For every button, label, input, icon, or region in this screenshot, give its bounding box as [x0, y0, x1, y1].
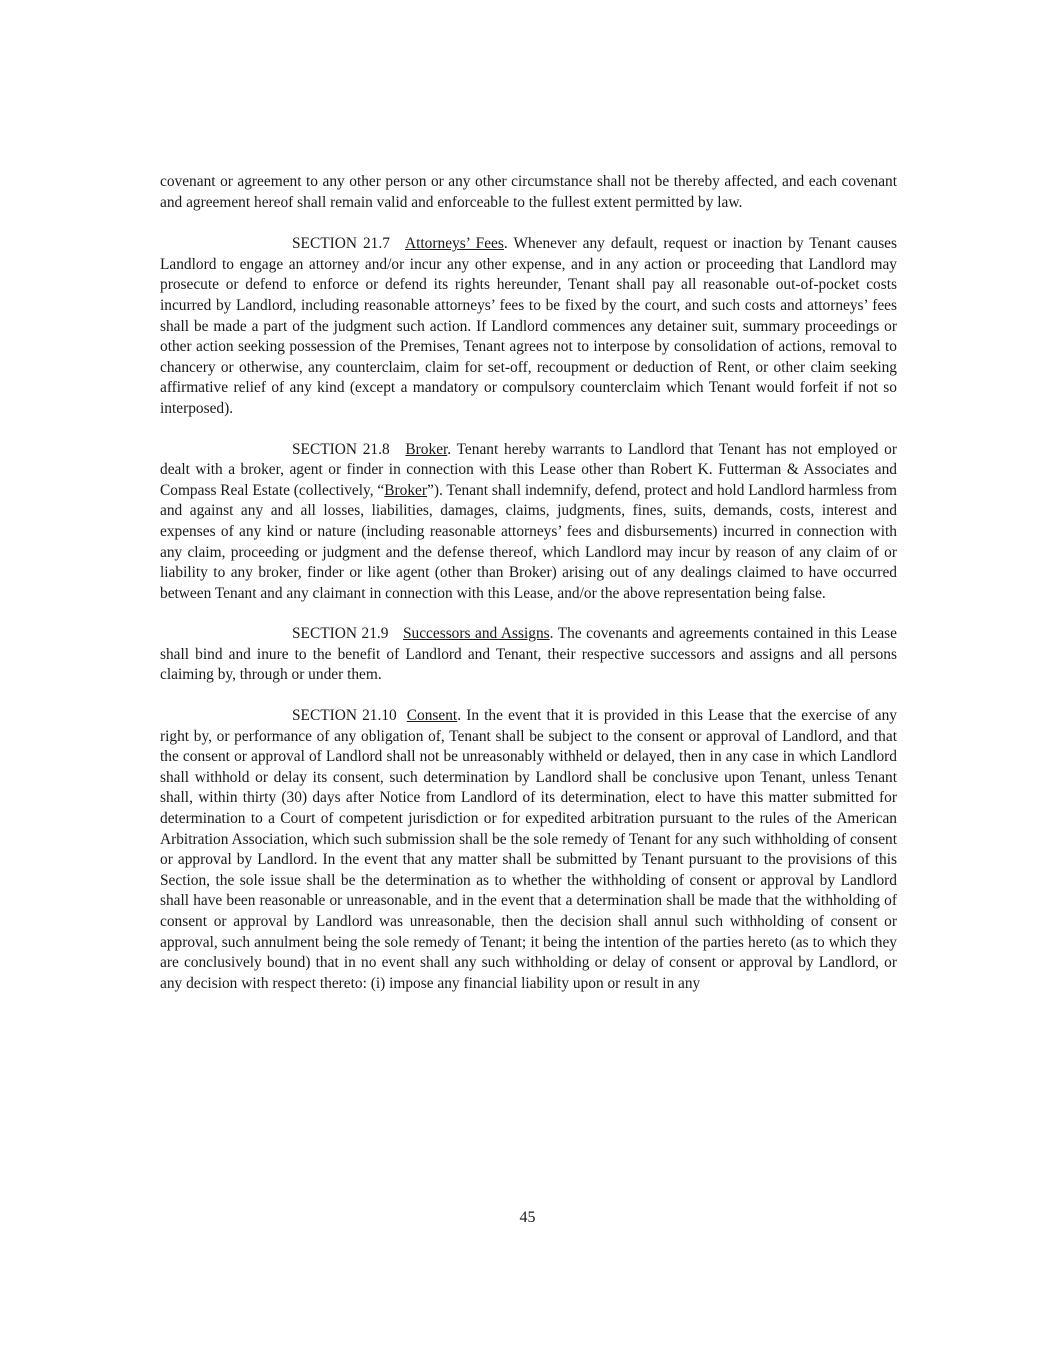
section-number: SECTION 21.8	[292, 440, 390, 458]
section-number: SECTION 21.10	[292, 707, 397, 725]
section-body: The covenants and agreements contained in this Lease shall bind and inure to the benefit of Landlord and Tenant, their respective successors and assigns and all persons claiming by, through or under them.	[160, 625, 898, 684]
document-body	[160, 172, 897, 1014]
section-body: Whenever any default, request or inaction by Tenant causes Landlord to engage an attorney and/or incur any other expense, and in any action or proceeding that Landlord may prosecute or defend to enforce or defend its rights hereunder, Tenant shall pay all reasonable out-of-pocket costs incurred by Landlord, including reasonable attorneys’ fees to be fixed by the court, and such costs and attorneys’ fees shall be made a part of the judgment such action. If Landlord commences any detainer suit, summary proceedings or other action seeking possession of the Premises, Tenant agrees not to interpose by consolidation of actions, removal to chancery or otherwise, any counterclaim, claim for set-off, recoupment or deduction of Rent, or other claim seeking affirmative relief of any kind (except a mandatory or compulsory counterclaim which Tenant would forfeit if not so interposed).	[160, 235, 898, 417]
section-heading: Consent	[406, 707, 458, 725]
section-21-10: SECTION 21.10 Consent. In the event that it is provided in this Lease that the exercise of any right by, or performance of any obligation of, Tenant shall be subject to the consent or approval of Landlord, and that the consent or approval of Landlord shall not be unreasonably withheld or delayed, then in any case in which Landlord shall withhold or delay its consent, such determination by Landlord shall be conclusive upon Tenant, unless Tenant shall, within thirty (30) days after Notice from Landlord of its determination, elect to have this matter submitted for determination to a Court of competent jurisdiction or for expedited arbitration pursuant to the rules of the American Arbitration Association, which such submission shall be the sole remedy of Tenant for any such withholding of consent or approval by Landlord. In the event that any matter shall be submitted by Tenant pursuant to the provisions of this Section, the sole issue shall be the determination as to whether the withholding of consent or approval by Landlord shall have been reasonable or unreasonable, and in the event that a determination shall be made that the withholding of consent or approval by Landlord was unreasonable, then the decision shall annul such withholding of consent or approval, such annulment being the sole remedy of Tenant; it being the intention of the parties hereto (as to which they are conclusively bound) that in no event shall any such withholding or delay of consent or approval by Landlord, or any decision with respect thereto: (i) impose any financial liability upon or result in any	[160, 707, 897, 992]
section-body-continued: ”). Tenant shall indemnify, defend, protect and hold Landlord harmless from and against any and all losses, liabilities, damages, claims, judgments, fines, suits, demands, costs, interest and expenses of any kind or nature (including reasonable attorneys’ fees and disbursements) incurred in connection with any claim, proceeding or judgment and the defense thereof, which Landlord may incur by reason of any claim of or liability to any broker, finder or like agent (other than Broker) arising out of any dealings claimed to have occurred between Tenant and any claimant in connection with this Lease, and/or the above representation being false.	[160, 481, 897, 602]
section-21-8: SECTION 21.8 Broker. Tenant hereby warrants to Landlord that Tenant has not employed or dealt with a broker, agent or finder in connection with this Lease other than Robert K. Futterman & Associates and Compass Real Estate (collectively, “Broker”). Tenant shall indemnify, defend, protect and hold Landlord harmless from and against any and all losses, liabilities, damages, claims, judgments, fines, suits, demands, costs, interest and expenses of any kind or nature (including reasonable attorneys’ fees and disbursements) incurred in connection with any claim, proceeding or judgment and the defense thereof, which Landlord may incur by reason of any claim of or liability to any broker, finder or like agent (other than Broker) arising out of any dealings claimed to have occurred between Tenant and any claimant in connection with this Lease, and/or the above representation being false.	[160, 440, 898, 602]
section-body: Tenant hereby warrants to Landlord that Tenant has not employed or dealt with a broker, agent or finder in connection with this Lease other than Robert K. Futterman & Associates and Compass Real Estate (collectively, “	[160, 440, 898, 499]
defined-term: Broker	[384, 481, 428, 499]
section-heading: Attorneys’ Fees	[405, 235, 504, 253]
section-number: SECTION 21.9	[292, 625, 389, 643]
page-number: 45	[519, 1209, 536, 1226]
section-21-9: SECTION 21.9 Successors and Assigns. The covenants and agreements contained in this Lease shall bind and inure to the benefit of Landlord and Tenant, their respective successors and assigns and all persons claiming by, through or under them.	[160, 625, 898, 684]
section-21-7: SECTION 21.7 Attorneys’ Fees. Whenever any default, request or inaction by Tenant causes Landlord to engage an attorney and/or incur any other expense, and in any action or proceeding that Landlord may prosecute or defend to enforce or defend its rights hereunder, Tenant shall pay all reasonable out-of-pocket costs incurred by Landlord, including reasonable attorneys’ fees to be fixed by the court, and such costs and attorneys’ fees shall be made a part of the judgment such action. If Landlord commences any detainer suit, summary proceedings or other action seeking possession of the Premises, Tenant agrees not to interpose by consolidation of actions, removal to chancery or otherwise, any counterclaim, claim for set-off, recoupment or deduction of Rent, or other claim seeking affirmative relief of any kind (except a mandatory or compulsory counterclaim which Tenant would forfeit if not so interposed).	[160, 235, 898, 417]
section-heading: Successors and Assigns	[402, 625, 550, 643]
continuation-paragraph: covenant or agreement to any other person or any other circumstance shall not be thereby affected, and each covenant and agreement hereof shall remain valid and enforceable to the fullest extent permitted by law.	[160, 173, 897, 211]
section-heading: Broker	[405, 440, 448, 458]
section-number: SECTION 21.7	[292, 235, 390, 253]
section-body: In the event that it is provided in this Lease that the exercise of any right by, or performance of any obligation of, Tenant shall be subject to the consent or approval of Landlord, and that the consent or approval of Landlord shall not be unreasonably withheld or delayed, then in any case in which Landlord shall withhold or delay its consent, such determination by Landlord shall be conclusive upon Tenant, unless Tenant shall, within thirty (30) days after Notice from Landlord of its determination, elect to have this matter submitted for determination to a Court of competent jurisdiction or for expedited arbitration pursuant to the rules of the American Arbitration Association, which such submission shall be the sole remedy of Tenant for any such withholding of consent or approval by Landlord. In the event that any matter shall be submitted by Tenant pursuant to the provisions of this Section, the sole issue shall be the determination as to whether the withholding of consent or approval by Landlord shall have been reasonable or unreasonable, and in the event that a determination shall be made that the withholding of consent or approval by Landlord was unreasonable, then the decision shall annul such withholding of consent or approval, such annulment being the sole remedy of Tenant; it being the intention of the parties hereto (as to which they are conclusively bound) that in no event shall any such withholding or delay of consent or approval by Landlord, or any decision with respect thereto: (i) impose any financial liability upon or result in any	[160, 707, 897, 992]
